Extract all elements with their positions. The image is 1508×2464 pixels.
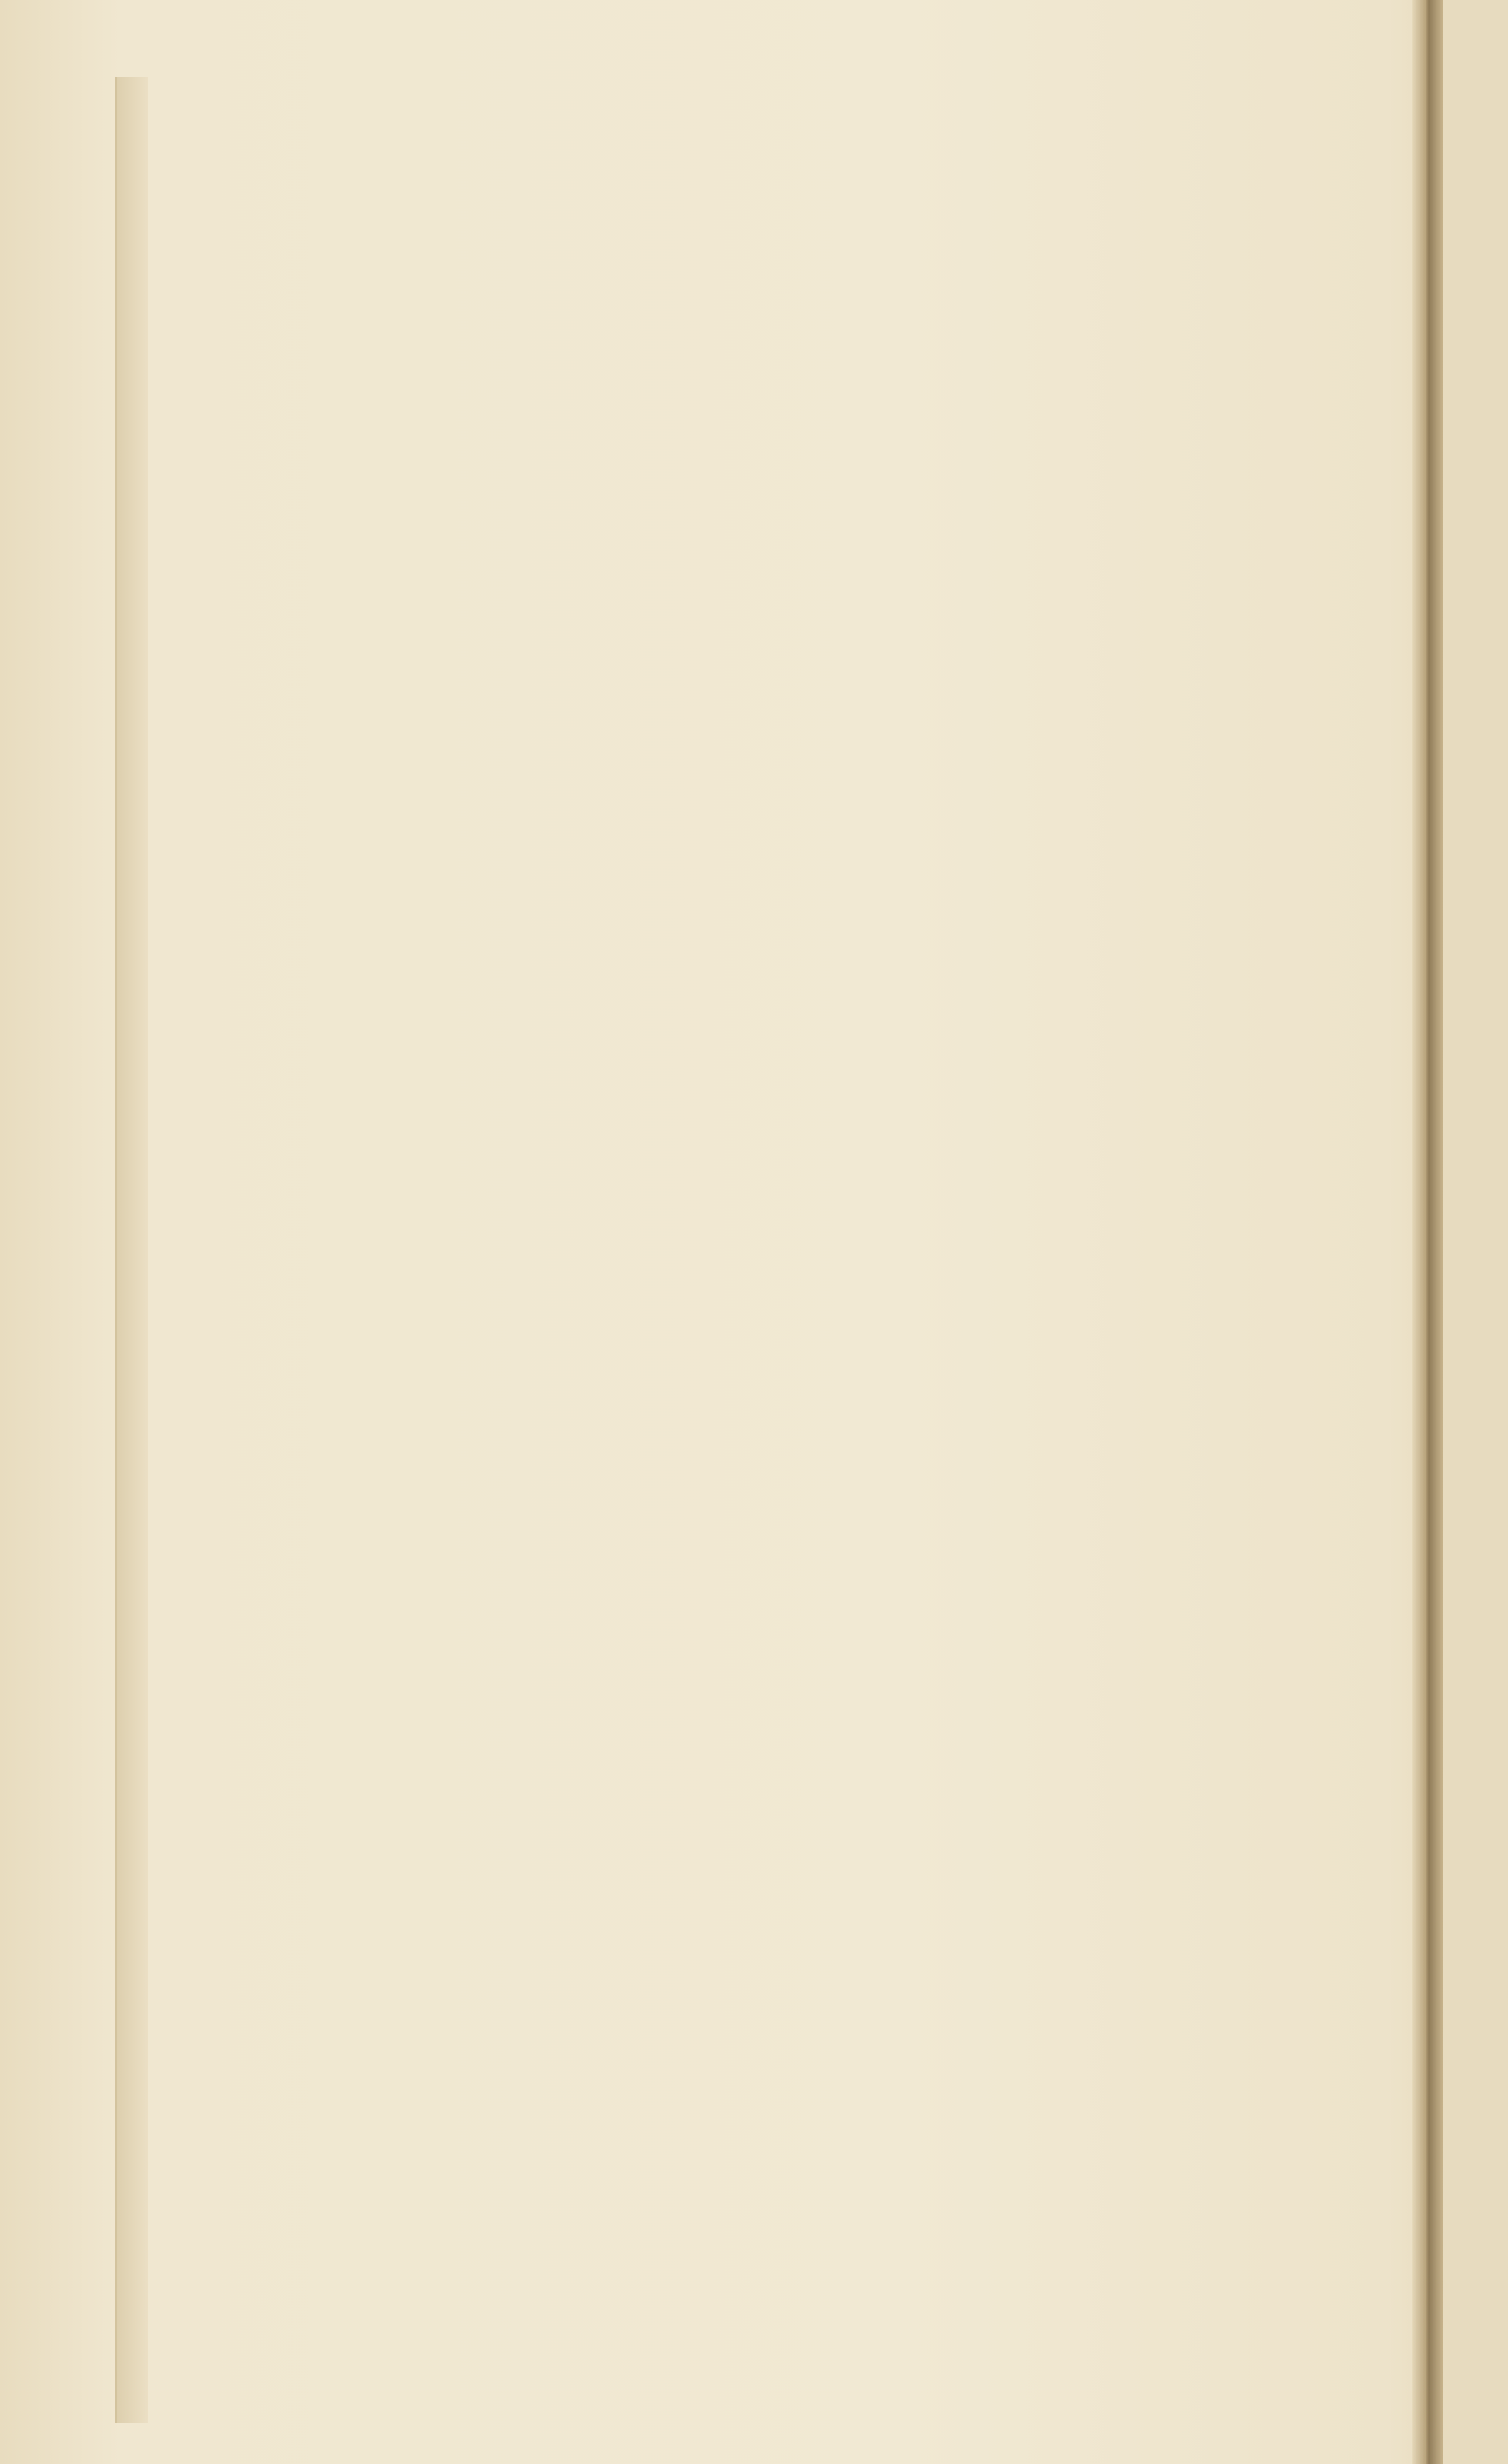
adjacent-page-edge xyxy=(1443,0,1508,2464)
page-number xyxy=(419,277,1304,338)
page-content xyxy=(419,277,1304,358)
book-gutter xyxy=(1412,0,1443,2464)
page-edge xyxy=(115,77,148,2423)
